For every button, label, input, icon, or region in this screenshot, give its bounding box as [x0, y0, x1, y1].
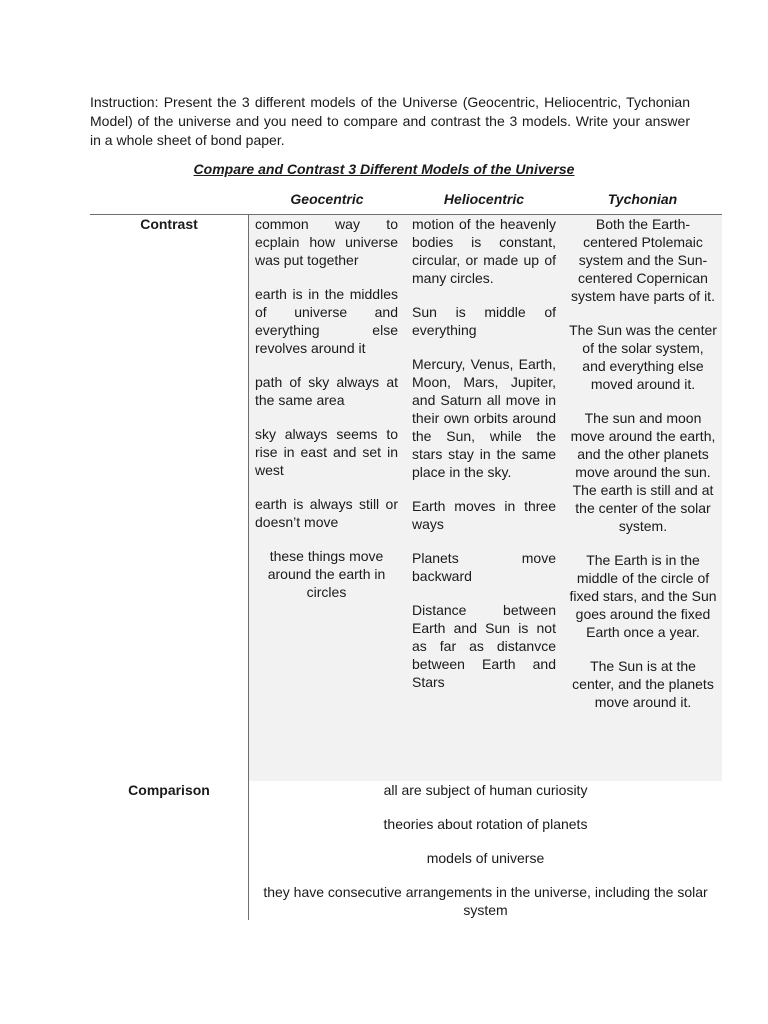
row-label-comparison: Comparison	[128, 782, 210, 798]
header-geocentric: Geocentric	[290, 191, 364, 207]
tychonian-contrast-cell	[569, 215, 717, 727]
geocentric-point: these things move around the earth in circles	[267, 548, 386, 600]
comparison-point: they have consecutive arrangements in the universe, including the solar system	[263, 884, 708, 918]
tychonian-point: The Sun is at the center, and the planets move around it.	[572, 658, 714, 710]
comparison-point: models of universe	[426, 850, 545, 866]
heliocentric-point: Distance between Earth and Sun is not as far as distanvce between Earth and Stars	[412, 602, 556, 690]
comparison-point: theories about rotation of planets	[383, 816, 588, 832]
tychonian-point: The sun and moon move around the earth, and the other planets move around the sun. The earth is still and at the center of the solar system.	[570, 410, 716, 534]
heliocentric-point: motion of the heavenly bodies is constant, circular, or made up of many circles.	[412, 216, 556, 286]
geocentric-point: earth is always still or doesn’t move	[255, 496, 398, 530]
header-heliocentric: Heliocentric	[443, 191, 525, 207]
instruction-text: Instruction: Present the 3 different models of the Universe (Geocentric, Heliocentric, Tychonian Model) of the universe and you need to compare and contrast the 3 models. Write your answer in a whole sheet of bond paper.	[90, 94, 690, 148]
tychonian-point: Both the Earth-centered Ptolemaic system and the Sun-centered Copernican system have parts of it.	[571, 216, 715, 304]
page-title: Compare and Contrast 3 Different Models of the Universe	[193, 161, 575, 177]
geocentric-point: common way to ecplain how universe was put together	[255, 216, 398, 268]
tychonian-point: The Earth is in the middle of the circle of fixed stars, and the Sun goes around the fixed Earth once a year.	[569, 552, 717, 640]
comparison-point: all are subject of human curiosity	[383, 782, 588, 798]
row-label-contrast: Contrast	[140, 216, 198, 232]
comparison-cell	[249, 781, 722, 935]
tychonian-point: The Sun was the center of the solar system, and everything else moved around it.	[569, 322, 717, 392]
geocentric-point: earth is in the middles of universe and everything else revolves around it	[255, 286, 398, 356]
heliocentric-contrast-cell	[412, 215, 556, 707]
heliocentric-point: Earth moves in three ways	[412, 498, 556, 532]
geocentric-contrast-cell	[255, 215, 398, 617]
geocentric-point: path of sky always at the same area	[255, 374, 398, 408]
heliocentric-point: Sun is middle of everything	[412, 304, 556, 338]
geocentric-point: sky always seems to rise in east and set in west	[255, 426, 398, 478]
header-tychonian: Tychonian	[607, 191, 678, 207]
heliocentric-point: Planets move backward	[412, 550, 556, 584]
heliocentric-point: Mercury, Venus, Earth, Moon, Mars, Jupiter, and Saturn all move in their own orbits around the Sun, while the stars stay in the same place in the sky.	[412, 356, 556, 480]
